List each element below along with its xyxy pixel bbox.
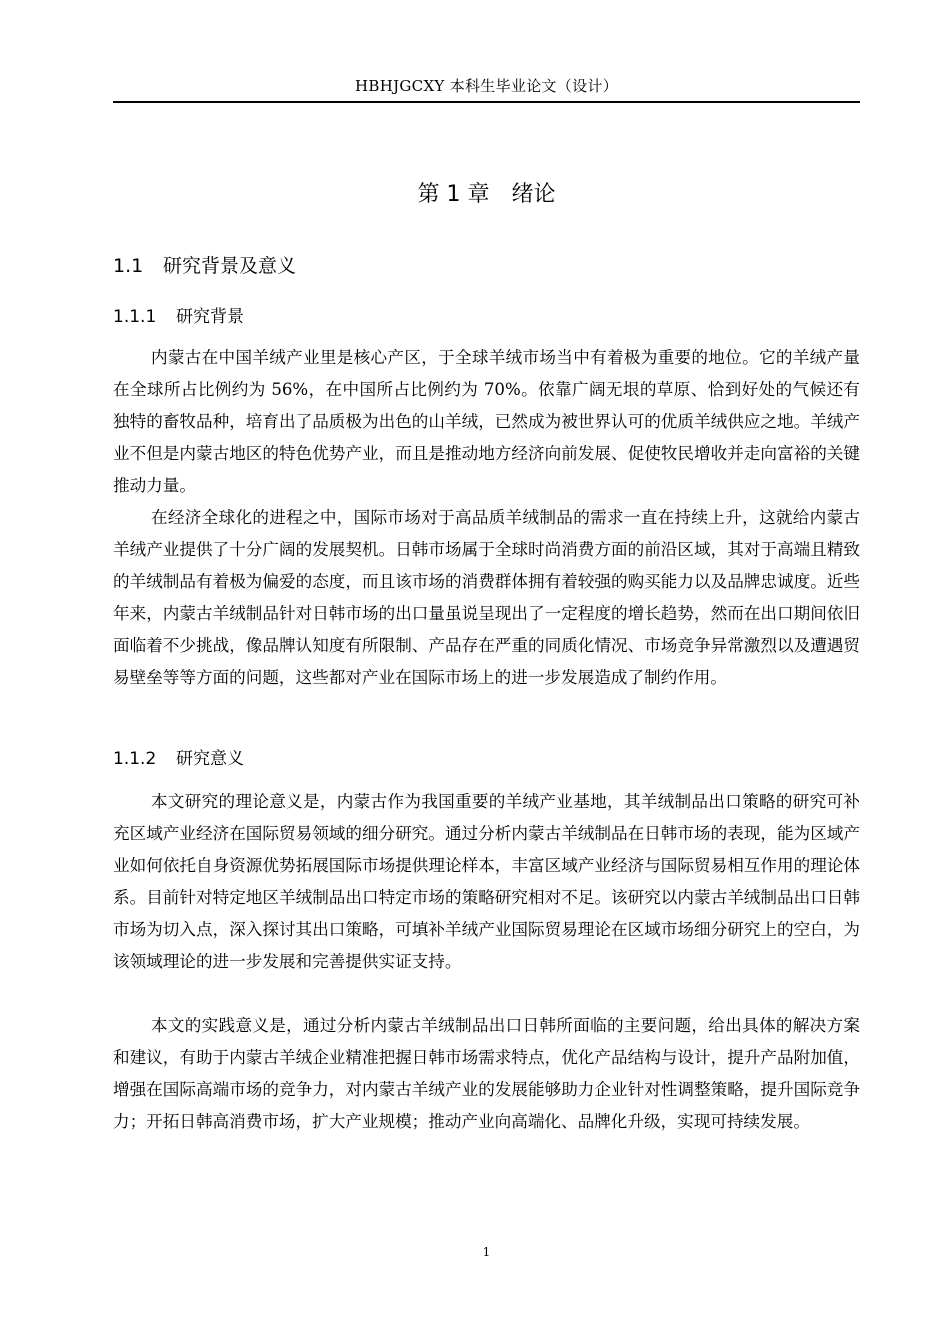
chapter-title <box>113 180 860 210</box>
subsection-number: 1.1.2 <box>113 749 157 769</box>
paragraph-background-2: 在经济全球化的进程之中，国际市场对于高品质羊绒制品的需求一直在持续上升，这就给内蒙古羊绒产业提供了十分广阔的发展契机。日韩市场属于全球时尚消费方面的前沿区域，其对于高端且精致的羊绒制品有着极为偏爱的态度，而且该市场的消费群体拥有着较强的购买能力以及品牌忠诚度。近些年来，内蒙古羊绒制品针对日韩市场的出口量虽说呈现出了一定程度的增长趋势，然而在出口期间依旧面临着不少挑战，像品牌认知度有所限制、产品存在严重的同质化情况、市场竞争异常激烈以及遭遇贸易壁垒等等方面的问题，这些都对产业在国际市场上的进一步发展造成了制约作用。 <box>113 508 860 687</box>
subsection-number: 1.1.1 <box>113 307 157 327</box>
subsection-title: 研究意义 <box>176 749 244 769</box>
page-number: 1 <box>482 1245 491 1259</box>
header-rule <box>113 101 860 103</box>
subsection-heading-background <box>113 305 244 329</box>
chapter-name: 绪论 <box>511 182 556 207</box>
chapter-number: 第 1 章 <box>417 182 490 207</box>
subsection-title: 研究背景 <box>176 307 244 327</box>
subsection-heading-significance <box>113 747 244 771</box>
paragraph-background-1: 内蒙古在中国羊绒产业里是核心产区，于全球羊绒市场当中有着极为重要的地位。它的羊绒产量在全球所占比例约为 56%，在中国所占比例约为 70%。依靠广阔无垠的草原、恰到好处的气候还有独特的畜牧品种，培育出了品质极为出色的山羊绒，已然成为被世界认可的优质羊绒供应之地。羊绒产业不但是内蒙古地区的特色优势产业，而且是推动地方经济向前发展、促使牧民增收并走向富裕的关键推动力量。 <box>113 348 860 495</box>
paragraph-significance-2: 本文的实践意义是，通过分析内蒙古羊绒制品出口日韩所面临的主要问题，给出具体的解决方案和建议，有助于内蒙古羊绒企业精准把握日韩市场需求特点，优化产品结构与设计，提升产品附加值，增强在国际高端市场的竞争力，对内蒙古羊绒产业的发展能够助力企业针对性调整策略，提升国际竞争力；开拓日韩高消费市场，扩大产业规模；推动产业向高端化、品牌化升级，实现可持续发展。 <box>113 1016 860 1131</box>
section-title: 研究背景及意义 <box>163 255 297 277</box>
section-heading <box>113 253 296 279</box>
running-header: HBHJGCXY 本科生毕业论文（设计） <box>354 77 618 95</box>
section-number: 1.1 <box>113 255 144 277</box>
paragraph-significance-1: 本文研究的理论意义是，内蒙古作为我国重要的羊绒产业基地，其羊绒制品出口策略的研究可补充区域产业经济在国际贸易领域的细分研究。通过分析内蒙古羊绒制品在日韩市场的表现，能为区域产业如何依托自身资源优势拓展国际市场提供理论样本，丰富区域产业经济与国际贸易相互作用的理论体系。目前针对特定地区羊绒制品出口特定市场的策略研究相对不足。该研究以内蒙古羊绒制品出口日韩市场为切入点，深入探讨其出口策略，可填补羊绒产业国际贸易理论在区域市场细分研究上的空白，为该领域理论的进一步发展和完善提供实证支持。 <box>113 792 860 971</box>
